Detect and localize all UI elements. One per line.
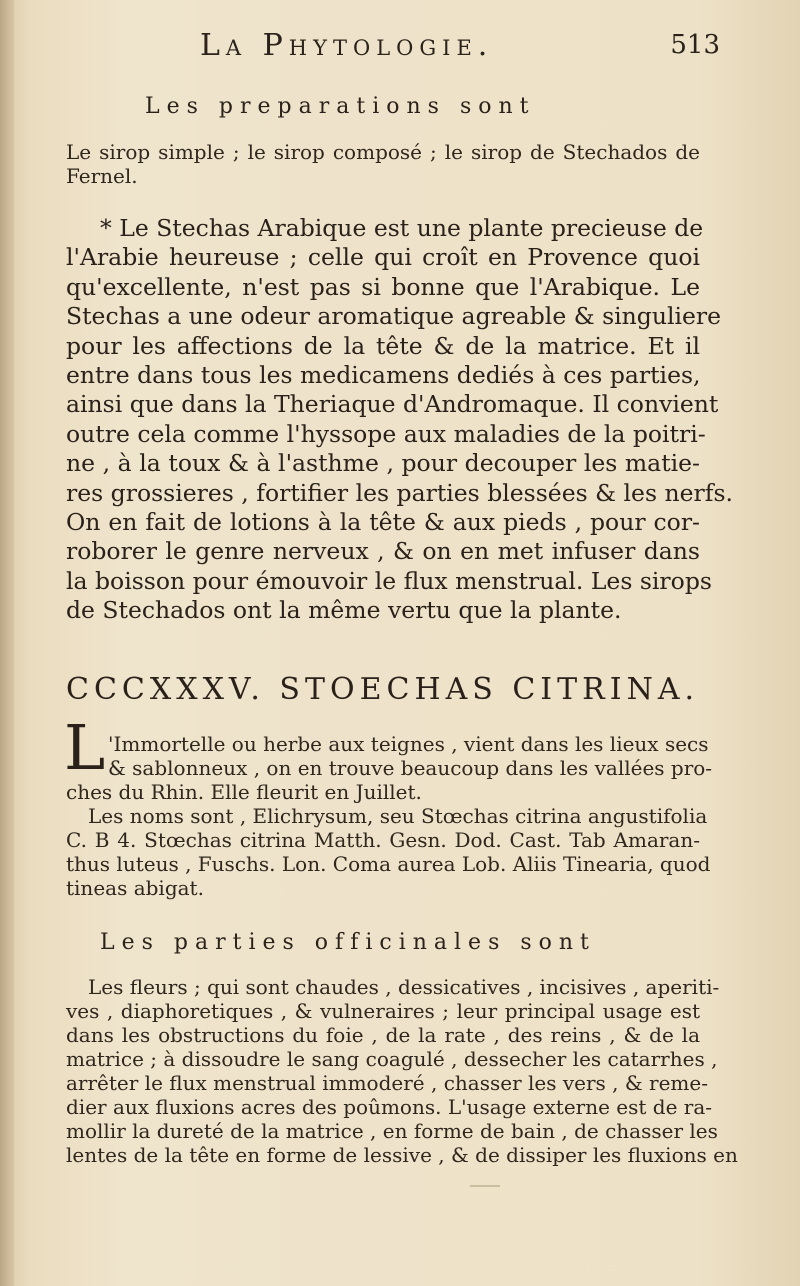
preparations-text xyxy=(66,140,700,188)
text-line: res grossieres , fortifier les parties blessées & les nerfs. xyxy=(66,478,733,507)
text-line: tineas abigat. xyxy=(66,876,204,900)
text-line: * Le Stechas Arabique est une plante precieuse de xyxy=(100,214,704,242)
text-line: ne , à la toux & à l'asthme , pour decouper les matie- xyxy=(66,449,700,478)
text-line: ches du Rhin. Elle fleurit en Juillet. xyxy=(66,780,422,804)
text-line: mollir la dureté de la matrice , en forme de bain , de chasser les xyxy=(66,1119,718,1143)
text-line: C. B 4. Stœchas citrina Matth. Gesn. Dod. Cast. Tab Amaran- xyxy=(66,828,700,852)
text-line: lentes de la tête en forme de lessive , & de dissiper les fluxions en xyxy=(66,1143,738,1167)
chapter-text xyxy=(66,780,711,900)
text-line: dier aux fluxions acres des poûmons. L'usage externe est de ra- xyxy=(66,1095,713,1119)
section-heading-preparations: Les preparations sont xyxy=(145,94,536,119)
text-line: entre dans tous les medicamens dediés à ces parties, xyxy=(66,361,701,390)
chapter-intro xyxy=(108,732,713,780)
text-line: roborer le genre nerveux , & on en met infuser dans xyxy=(66,537,700,566)
text-line: Les fleurs ; qui sont chaudes , dessicatives , incisives , aperiti- xyxy=(88,975,720,999)
text-line: arrêter le flux menstrual immoderé , chasser les vers , & reme- xyxy=(66,1071,708,1095)
running-title: La Phytologie. xyxy=(200,28,494,63)
text-line: matrice ; à dissoudre le sang coagulé , dessecher les catarrhes , xyxy=(66,1047,718,1071)
page-number: 513 xyxy=(670,30,720,60)
text-line: de Stechados ont la même vertu que la plante. xyxy=(66,596,622,625)
page-gutter xyxy=(0,0,14,1286)
section-heading-officinales: Les parties officinales sont xyxy=(100,930,596,955)
text-line: thus luteus , Fuschs. Lon. Coma aurea Lob. Aliis Tinearia, quod xyxy=(66,852,711,876)
text-line: Les noms sont , Elichrysum, seu Stœchas citrina angustifolia xyxy=(88,804,708,828)
text-line: On en fait de lotions à la tête & aux pieds , pour cor- xyxy=(66,508,700,537)
text-line: ainsi que dans la Theriaque d'Andromaque. Il convient xyxy=(66,390,719,419)
stechas-paragraph xyxy=(66,214,733,626)
officinales-text xyxy=(66,975,738,1167)
text-line: outre cela comme l'hyssope aux maladies de la poitri- xyxy=(66,419,706,448)
text-line: & sablonneux , on en trouve beaucoup dans les vallées pro- xyxy=(108,756,713,780)
text-line: l'Arabie heureuse ; celle qui croît en Provence quoi xyxy=(66,243,700,272)
text-line: pour les affections de la tête & de la matrice. Et il xyxy=(66,331,700,360)
page-header xyxy=(60,28,720,72)
text-line: Le sirop simple ; le sirop composé ; le sirop de Stechados de xyxy=(66,140,700,164)
text-line: Stechas a une odeur aromatique agreable & singuliere xyxy=(66,302,722,331)
text-line: 'Immortelle ou herbe aux teignes , vient dans les lieux secs xyxy=(108,732,709,756)
text-line: dans les obstructions du foie , de la rate , des reins , & de la xyxy=(66,1023,700,1047)
chapter-title: CCCXXXV. STOECHAS CITRINA. xyxy=(66,672,700,707)
text-line: Fernel. xyxy=(66,164,138,188)
text-line: la boisson pour émouvoir le flux menstrual. Les sirops xyxy=(66,566,712,595)
text-line: ves , diaphoretiques , & vulneraires ; leur principal usage est xyxy=(66,999,700,1023)
footer-mark xyxy=(470,1185,500,1187)
text-line: qu'excellente, n'est pas si bonne que l'Arabique. Le xyxy=(66,272,700,301)
drop-cap: L xyxy=(64,711,106,784)
